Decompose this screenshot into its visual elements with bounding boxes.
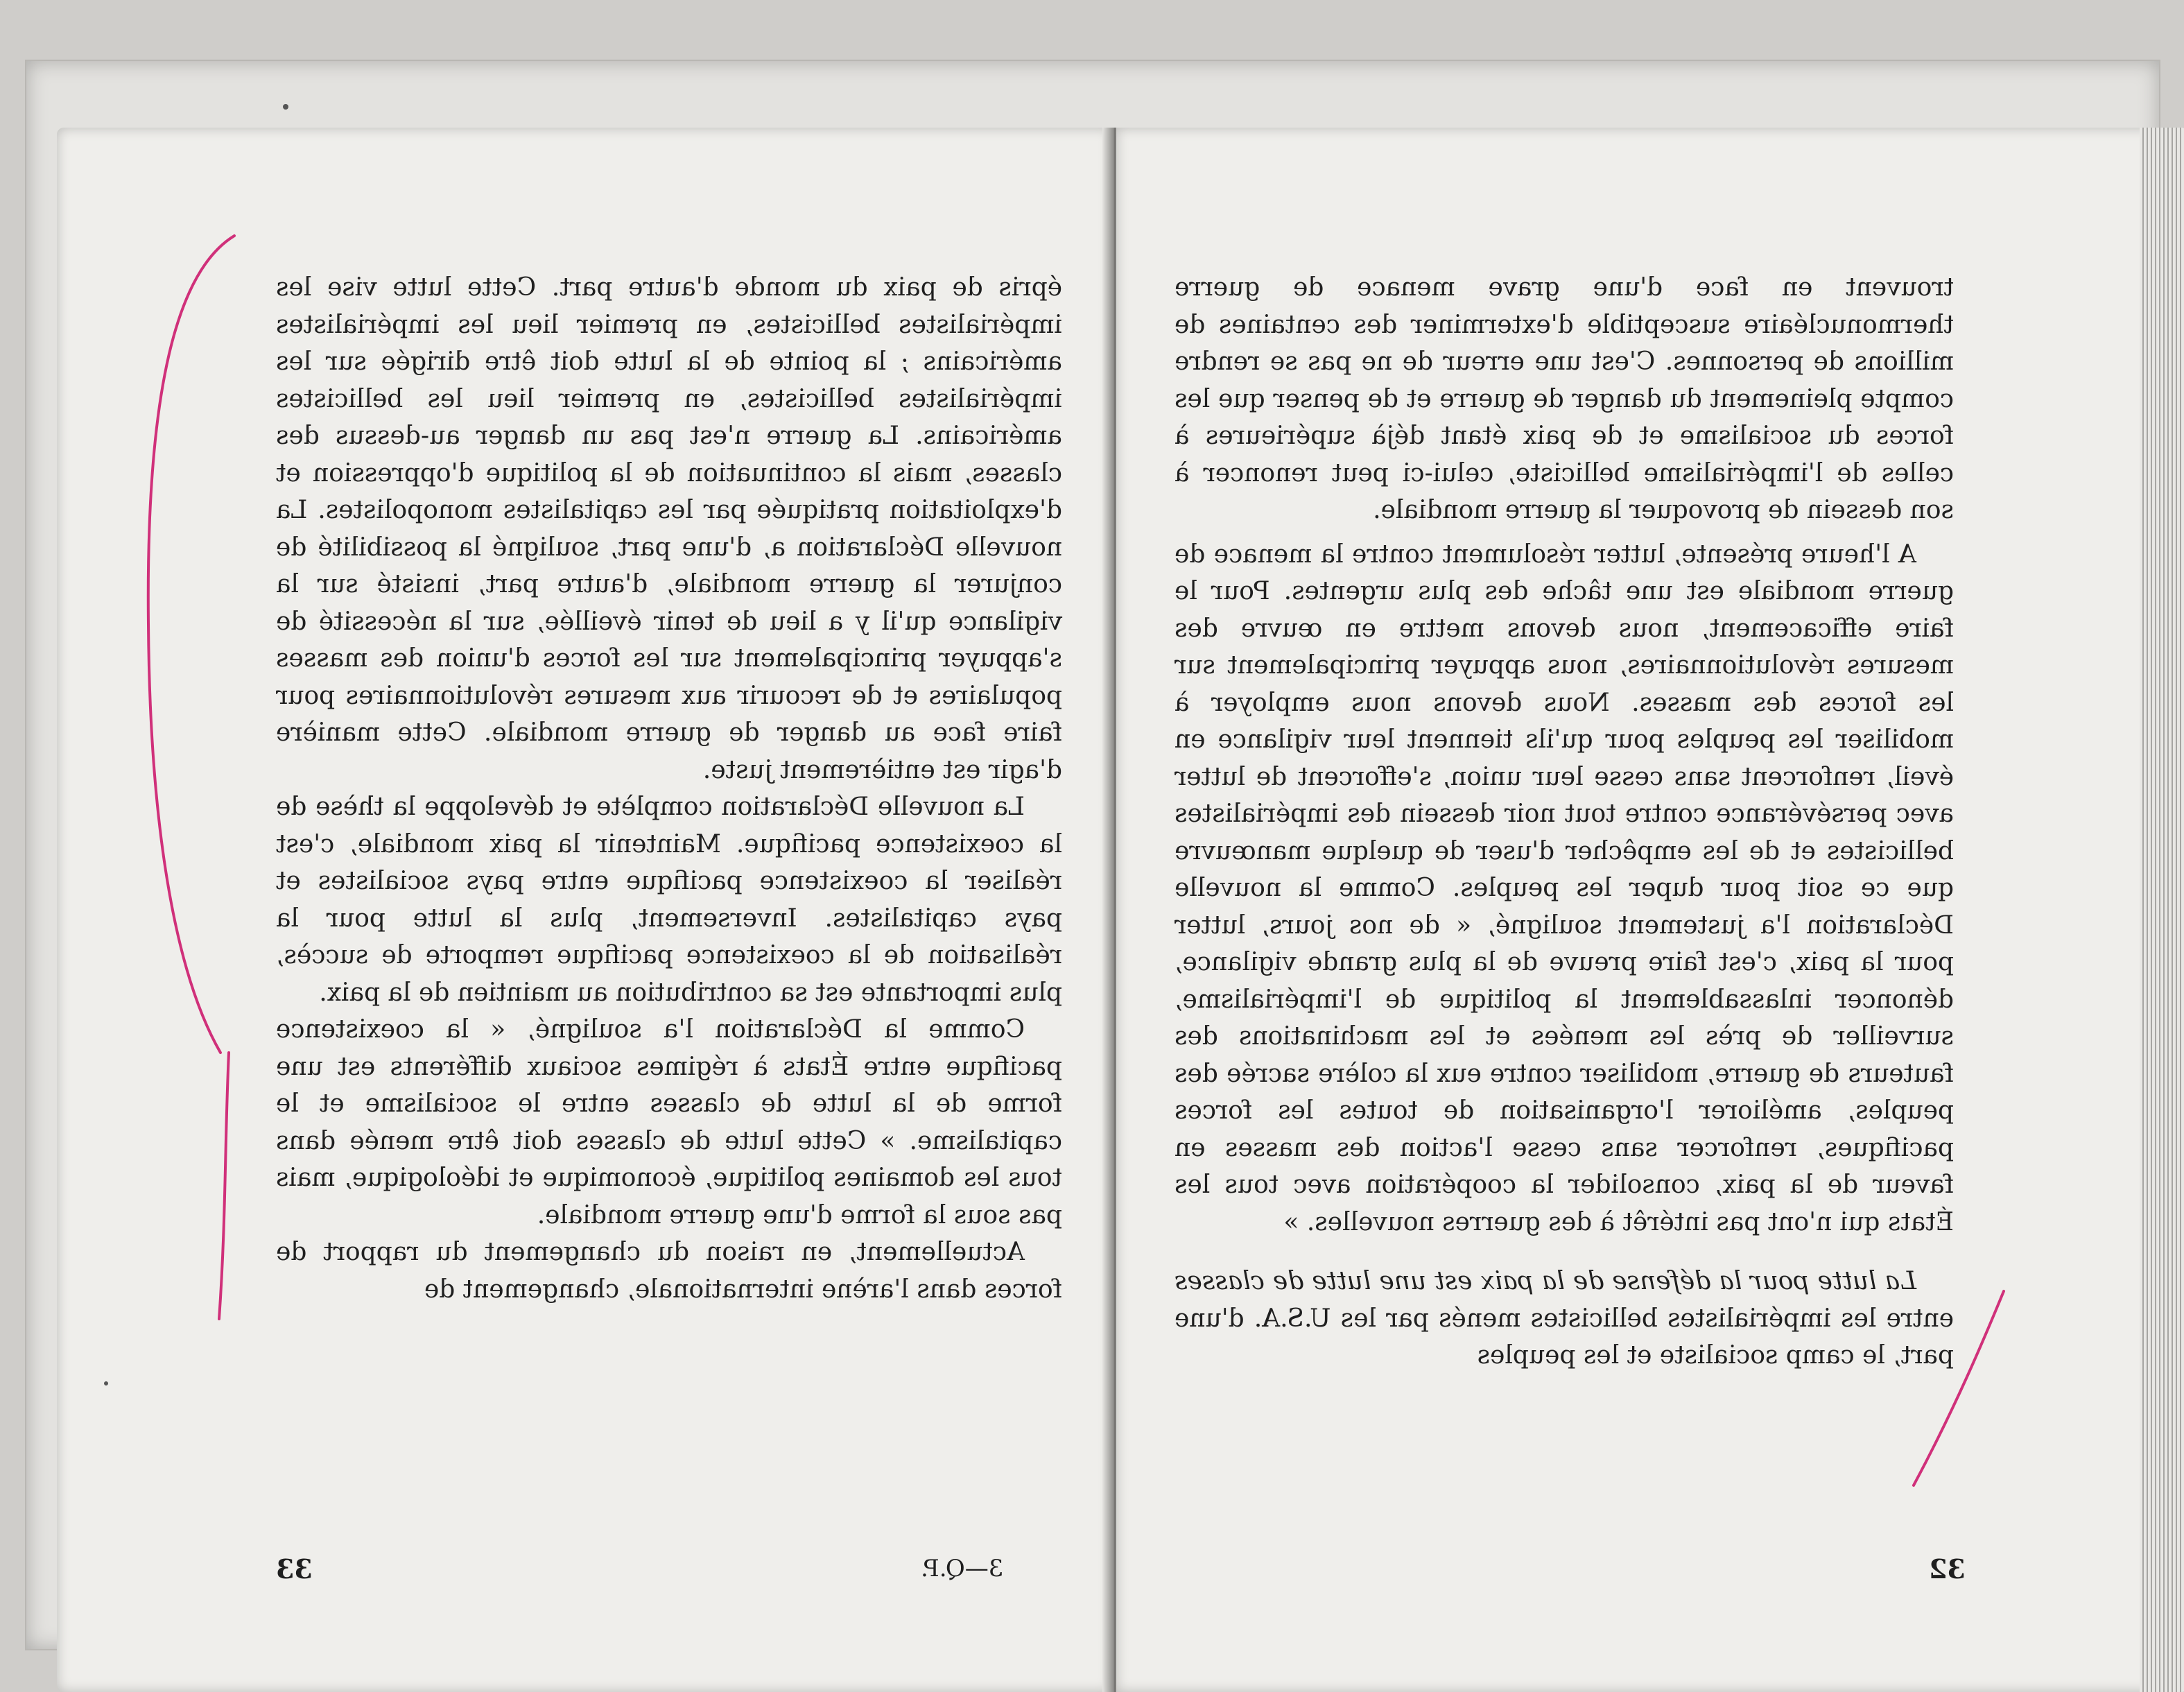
paragraph: Comme la Déclaration l'a souligné, « la coexistence pacifique entre États à régimes sociaux différents est une forme de la lutte de classes entre le socialisme et le capitalisme. » Cette lutte de classes doit être menée dans tous les domaines politique, économique et idéologique, mais pas sous la forme d'une guerre mondiale. (276, 1015, 1062, 1229)
page-number: 32 (1929, 1553, 1966, 1585)
paragraph: trouvent en face d'une grave menace de guerre thermonucléaire susceptible d'exterminer des centaines de millions de personnes. C'est une erreur de ne pas se rendre compte pleinement du danger de guerre et de penser que les forces du socialisme et de paix étant déjà supérieures à celles de l'impérialisme belliciste, celui-ci peut renoncer à son dessein de provoquer la guerre mondiale. (1175, 273, 1954, 524)
paragraph: A l'heure présente, lutter résolument contre la menace de guerre mondiale est une tâche des plus urgentes. Pour le faire efficacement, nous devons mettre en œuvre des mesures révolutionnaires, nous appuyer principalement sur les forces des masses. Nous devons nous employer à mobiliser les peuples pour qu'ils tiennent leur vigilance en éveil, renforcent sans cesse leur union, s'efforcent de lutter avec persévérance contre tout noir dessein des impérialistes bellicistes et de les empêcher d'user de quelque manœuvre que ce soit pour duper les peuples. Comme la nouvelle Déclaration l'a justement souligné, « de nos jours, lutter pour la paix, c'est faire preuve de la plus grande vigilance, dénoncer inlassablement la politique de l'impérialisme, surveiller de près les menées et les machinations des fauteurs de guerre, mobiliser contre eux la colère sacrée des peuples, améliorer l'organisation de toutes les forces pacifiques, renforcer sans cesse l'action des masses en faveur de la paix, consolider la coopération avec tous les États qui n'ont pas intérêt à des guerres nouvelles. » (1175, 539, 1954, 1236)
paragraph: La nouvelle Déclaration complète et développe la thèse de la coexistence pacifique. Maintenir la paix mondiale, c'est réaliser la coexistence pacifique entre pays socialistes et pays capitalistes. Inversement, plus la lutte pour la réalisation de la coexistence pacifique remporte de succès, plus importante est sa contribution au maintien de la paix. (276, 793, 1062, 1007)
paragraph: Actuellement, en raison du changement du rapport de forces dans l'arène internationale, changement de (276, 1238, 1062, 1304)
bracket-mark (219, 1053, 229, 1319)
printer-signature: 3—Q.P. (921, 1555, 1004, 1582)
tick-mark (1914, 1291, 2004, 1485)
section-text: entre les impérialistes bellicistes menés par les U.S.A. d'une part, le camp socialiste et les peuples (1175, 1304, 1954, 1370)
page-number: 33 (276, 1553, 313, 1585)
bracket-mark (148, 236, 234, 1053)
paragraph: épris de paix du monde d'autre part. Cette lutte vise les impérialistes bellicistes, en premier lieu les impérialistes américains ; la pointe de la lutte doit être dirigée sur les impérialistes bellicistes, en premier lieu les bellicistes américains. La guerre n'est pas un danger au-dessus des classes, mais la continuation de la politique d'oppression et d'exploitation pratiquée par les capitalistes monopolistes. La nouvelle Déclaration a, d'une part, souligné la possibilité de conjurer la guerre mondiale, d'autre part, insisté sur la vigilance qu'il y a lieu de tenir éveillée, sur la nécessité de s'appuyer principalement sur les forces d'union des masses populaires et de recourir aux mesures révolutionnaires pour faire face au danger de guerre mondiale. Cette manière d'agir est entièrement juste. (276, 273, 1062, 784)
section-heading: La lutte pour la défense de la paix est une lutte de classes (1175, 1267, 1916, 1295)
